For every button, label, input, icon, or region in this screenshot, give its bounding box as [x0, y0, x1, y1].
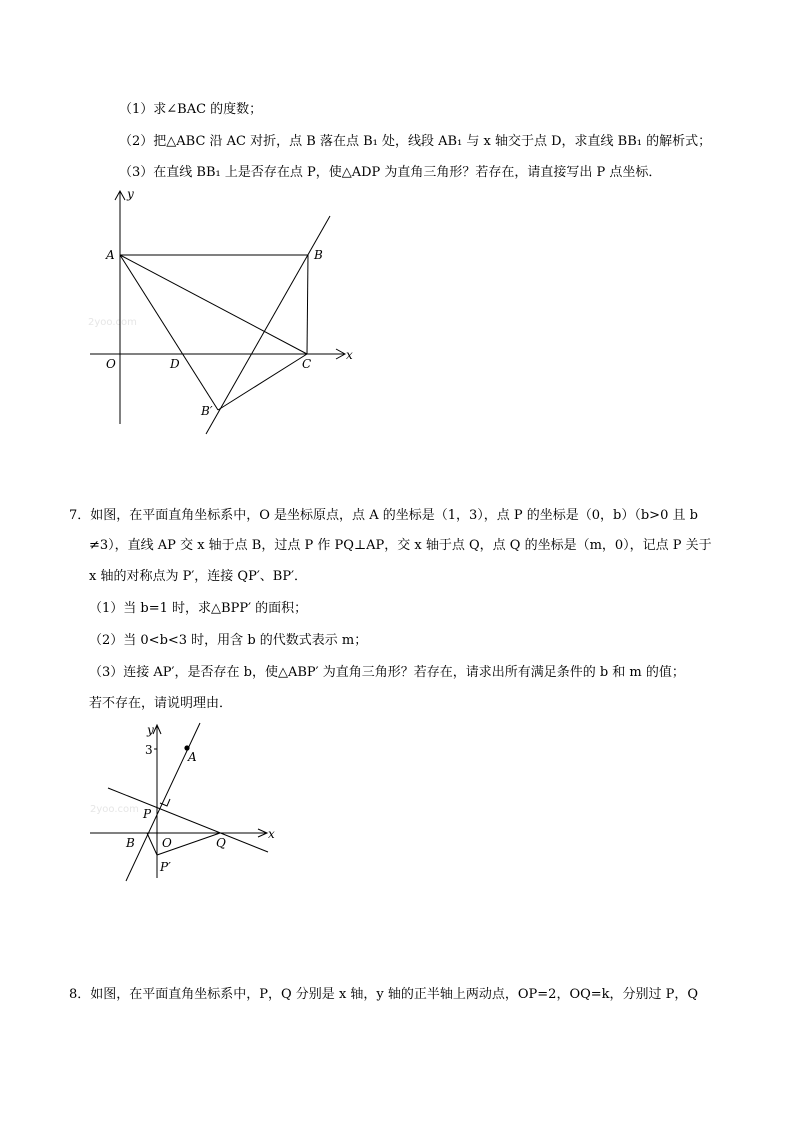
- q7-label-Q: Q: [216, 836, 226, 850]
- q8-line1: 8．如图，在平面直角坐标系中，P，Q 分别是 x 轴，y 轴的正半轴上两动点，OP=2，OQ=k，分别过 P，Q: [69, 987, 699, 1002]
- q6-part1: （1）求∠BAC 的度数；: [119, 102, 263, 117]
- q7-part4: 若不存在，请说明理由．: [89, 696, 233, 711]
- q7-label-3: 3: [145, 743, 153, 757]
- q6-label-C: C: [302, 357, 312, 371]
- q7-label-O: O: [162, 836, 172, 850]
- q6-label-O: O: [106, 357, 116, 371]
- q7-part2: （2）当 0<b<3 时，用含 b 的代数式表示 m；: [89, 633, 368, 648]
- q7-part1: （1）当 b=1 时，求△BPP′ 的面积；: [89, 601, 308, 616]
- q6-label-B1: B′: [201, 404, 213, 418]
- q7-label-y: y: [147, 723, 154, 737]
- q6-label-x: x: [346, 348, 353, 362]
- q6-part3: （3）在直线 BB₁ 上是否存在点 P，使△ADP 为直角三角形？若存在，请直接写出 P 点坐标．: [119, 165, 662, 180]
- q7-label-P: P: [143, 807, 152, 821]
- q7-segment-BP1: [147, 833, 157, 855]
- q6-label-y: y: [127, 187, 134, 201]
- q6-part2: （2）把△ABC 沿 AC 对折，点 B 落在点 B₁ 处，线段 AB₁ 与 x 轴交于点 D，求直线 BB₁ 的解析式；: [119, 134, 712, 149]
- q7-label-P1: P′: [160, 860, 171, 874]
- q6-label-A: A: [106, 248, 115, 262]
- q7-line3: x 轴的对称点为 P′，连接 QP′、BP′．: [89, 569, 308, 584]
- q6-label-D: D: [170, 357, 180, 371]
- q7-label-A: A: [188, 750, 197, 764]
- q7-label-B: B: [126, 836, 135, 850]
- q7-part3: （3）连接 AP′，是否存在 b，使△ABP′ 为直角三角形？若存在，请求出所有满足条件的 b 和 m 的值；: [89, 665, 685, 680]
- q6-watermark: 2yoo.com: [88, 317, 137, 328]
- q7-watermark: 2yoo.com: [90, 804, 139, 815]
- q7-label-x: x: [268, 827, 275, 841]
- q6-label-B: B: [314, 248, 323, 262]
- q7-line2: ≠3），直线 AP 交 x 轴于点 B，过点 P 作 PQ⊥AP，交 x 轴于点 Q，点 Q 的坐标是（m，0），记点 P 关于: [89, 538, 712, 553]
- q7-line1: 7．如图，在平面直角坐标系中，O 是坐标原点，点 A 的坐标是（1，3），点 P 的坐标是（0，b）（b>0 且 b: [69, 508, 698, 523]
